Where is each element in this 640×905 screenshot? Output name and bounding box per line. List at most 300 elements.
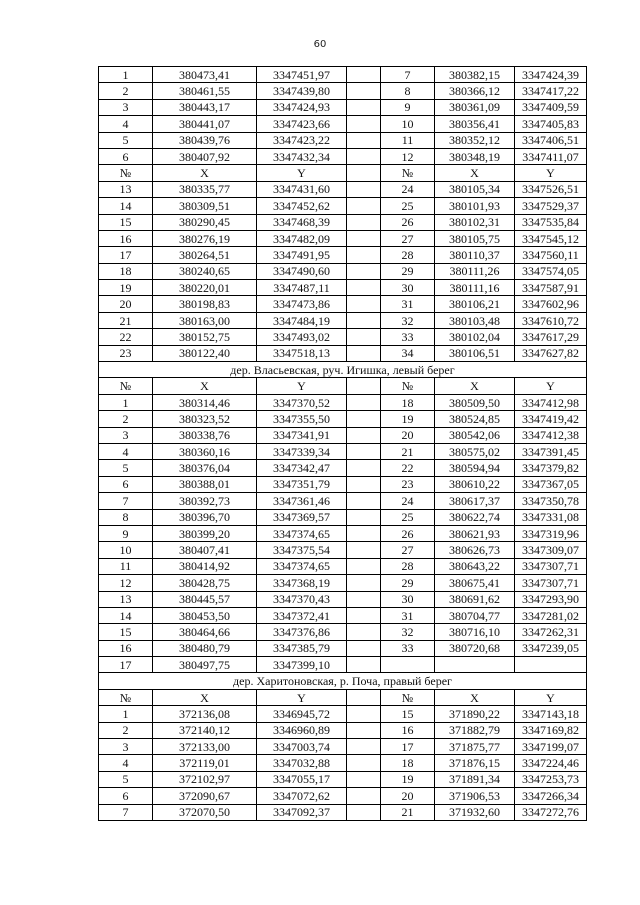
point-number: 16 bbox=[99, 230, 153, 246]
column-header-x: X bbox=[435, 165, 515, 181]
y-coordinate: 3347610,72 bbox=[515, 312, 587, 328]
point-number: 28 bbox=[381, 558, 435, 574]
y-coordinate: 3347266,34 bbox=[515, 788, 587, 804]
spacer-cell bbox=[347, 525, 381, 541]
table-row bbox=[99, 558, 587, 574]
y-coordinate: 3347424,39 bbox=[515, 67, 587, 83]
y-coordinate: 3347003,74 bbox=[257, 739, 347, 755]
column-header-x: X bbox=[153, 165, 257, 181]
spacer-cell bbox=[347, 657, 381, 673]
x-coordinate: 380716,10 bbox=[435, 624, 515, 640]
y-coordinate: 3347368,19 bbox=[257, 575, 347, 591]
x-coordinate: 380621,93 bbox=[435, 525, 515, 541]
spacer-cell bbox=[347, 247, 381, 263]
y-coordinate: 3347379,82 bbox=[515, 460, 587, 476]
point-number: 21 bbox=[381, 804, 435, 820]
column-header-y: Y bbox=[515, 689, 587, 705]
point-number: 30 bbox=[381, 280, 435, 296]
table-row bbox=[99, 148, 587, 164]
column-header-y: Y bbox=[515, 165, 587, 181]
table-row bbox=[99, 345, 587, 361]
y-coordinate: 3347417,22 bbox=[515, 83, 587, 99]
point-number: 31 bbox=[381, 296, 435, 312]
x-coordinate: 380366,12 bbox=[435, 83, 515, 99]
point-number: 3 bbox=[99, 427, 153, 443]
y-coordinate: 3347339,34 bbox=[257, 443, 347, 459]
x-coordinate: 380352,12 bbox=[435, 132, 515, 148]
point-number: 22 bbox=[381, 460, 435, 476]
spacer-cell bbox=[347, 148, 381, 164]
spacer-cell bbox=[347, 394, 381, 410]
x-coordinate: 371890,22 bbox=[435, 706, 515, 722]
x-coordinate: 372133,00 bbox=[153, 739, 257, 755]
x-coordinate: 380392,73 bbox=[153, 493, 257, 509]
point-number: 23 bbox=[99, 345, 153, 361]
section-title-row bbox=[99, 362, 587, 378]
x-coordinate: 380356,41 bbox=[435, 116, 515, 132]
point-number: 9 bbox=[99, 525, 153, 541]
spacer-cell bbox=[347, 706, 381, 722]
x-coordinate: 380361,09 bbox=[435, 99, 515, 115]
y-coordinate: 3347406,51 bbox=[515, 132, 587, 148]
column-header-y: Y bbox=[257, 165, 347, 181]
spacer-cell bbox=[347, 722, 381, 738]
point-number: 6 bbox=[99, 476, 153, 492]
point-number: 19 bbox=[381, 771, 435, 787]
x-coordinate: 380453,50 bbox=[153, 607, 257, 623]
column-header-number: № bbox=[99, 165, 153, 181]
point-number: 21 bbox=[381, 443, 435, 459]
x-coordinate: 380382,15 bbox=[435, 67, 515, 83]
y-coordinate: 3347224,46 bbox=[515, 755, 587, 771]
spacer-cell bbox=[347, 83, 381, 99]
x-coordinate: 380101,93 bbox=[435, 198, 515, 214]
point-number: 32 bbox=[381, 624, 435, 640]
x-coordinate: 371932,60 bbox=[435, 804, 515, 820]
x-coordinate: 380276,19 bbox=[153, 230, 257, 246]
y-coordinate: 3347307,71 bbox=[515, 558, 587, 574]
x-coordinate: 380290,45 bbox=[153, 214, 257, 230]
x-coordinate: 372102,97 bbox=[153, 771, 257, 787]
y-coordinate: 3347535,84 bbox=[515, 214, 587, 230]
point-number: 17 bbox=[381, 739, 435, 755]
x-coordinate: 380439,76 bbox=[153, 132, 257, 148]
spacer-cell bbox=[347, 624, 381, 640]
point-number: 4 bbox=[99, 443, 153, 459]
table-row bbox=[99, 280, 587, 296]
point-number: 15 bbox=[99, 214, 153, 230]
point-number: 16 bbox=[99, 640, 153, 656]
column-header-number: № bbox=[99, 689, 153, 705]
y-coordinate: 3347411,07 bbox=[515, 148, 587, 164]
spacer-cell bbox=[347, 345, 381, 361]
x-coordinate: 380264,51 bbox=[153, 247, 257, 263]
header-row bbox=[99, 689, 587, 705]
y-coordinate: 3347487,11 bbox=[257, 280, 347, 296]
x-coordinate: 380163,00 bbox=[153, 312, 257, 328]
point-number: 25 bbox=[381, 198, 435, 214]
x-coordinate: 380691,62 bbox=[435, 591, 515, 607]
x-coordinate: 380497,75 bbox=[153, 657, 257, 673]
section-title: дер. Харитоновская, р. Поча, правый берег bbox=[99, 673, 587, 689]
point-number: 3 bbox=[99, 99, 153, 115]
y-coordinate: 3347143,18 bbox=[515, 706, 587, 722]
point-number: 26 bbox=[381, 214, 435, 230]
point-number: 8 bbox=[381, 83, 435, 99]
point-number: 27 bbox=[381, 542, 435, 558]
x-coordinate: 372090,67 bbox=[153, 788, 257, 804]
spacer-cell bbox=[347, 165, 381, 181]
y-coordinate: 3347355,50 bbox=[257, 411, 347, 427]
y-coordinate: 3347399,10 bbox=[257, 657, 347, 673]
y-coordinate: 3347493,02 bbox=[257, 329, 347, 345]
column-header-x: X bbox=[153, 378, 257, 394]
table-row bbox=[99, 624, 587, 640]
point-number: 30 bbox=[381, 591, 435, 607]
table-row bbox=[99, 230, 587, 246]
x-coordinate: 380396,70 bbox=[153, 509, 257, 525]
spacer-cell bbox=[347, 542, 381, 558]
table-row bbox=[99, 198, 587, 214]
y-coordinate: 3347369,57 bbox=[257, 509, 347, 525]
point-number: 14 bbox=[99, 607, 153, 623]
point-number: 28 bbox=[381, 247, 435, 263]
y-coordinate: 3347376,86 bbox=[257, 624, 347, 640]
column-header-number: № bbox=[381, 378, 435, 394]
y-coordinate: 3347253,73 bbox=[515, 771, 587, 787]
table-row bbox=[99, 640, 587, 656]
spacer-cell bbox=[347, 607, 381, 623]
table-row bbox=[99, 575, 587, 591]
column-header-number: № bbox=[99, 378, 153, 394]
y-coordinate: 3347372,41 bbox=[257, 607, 347, 623]
x-coordinate: 380575,02 bbox=[435, 443, 515, 459]
header-row bbox=[99, 165, 587, 181]
x-coordinate: 380524,85 bbox=[435, 411, 515, 427]
table-row bbox=[99, 722, 587, 738]
section-title: дер. Власьевская, руч. Игишка, левый берег bbox=[99, 362, 587, 378]
table-row bbox=[99, 427, 587, 443]
x-coordinate: 380360,16 bbox=[153, 443, 257, 459]
spacer-cell bbox=[347, 263, 381, 279]
x-coordinate: 380480,79 bbox=[153, 640, 257, 656]
point-number: 5 bbox=[99, 460, 153, 476]
table-row bbox=[99, 132, 587, 148]
x-coordinate: 380443,17 bbox=[153, 99, 257, 115]
y-coordinate: 3347529,37 bbox=[515, 198, 587, 214]
table-row bbox=[99, 83, 587, 99]
point-number: 21 bbox=[99, 312, 153, 328]
y-coordinate: 3347072,62 bbox=[257, 788, 347, 804]
x-coordinate: 380106,21 bbox=[435, 296, 515, 312]
x-coordinate: 380240,65 bbox=[153, 263, 257, 279]
y-coordinate: 3347055,17 bbox=[257, 771, 347, 787]
x-coordinate: 380720,68 bbox=[435, 640, 515, 656]
spacer-cell bbox=[347, 280, 381, 296]
y-coordinate: 3347374,65 bbox=[257, 558, 347, 574]
spacer-cell bbox=[347, 591, 381, 607]
table-row bbox=[99, 263, 587, 279]
x-coordinate: 380103,48 bbox=[435, 312, 515, 328]
x-coordinate: 380111,16 bbox=[435, 280, 515, 296]
column-header-x: X bbox=[435, 689, 515, 705]
spacer-cell bbox=[347, 296, 381, 312]
y-coordinate: 3347526,51 bbox=[515, 181, 587, 197]
y-coordinate: 3347309,07 bbox=[515, 542, 587, 558]
x-coordinate: 380414,92 bbox=[153, 558, 257, 574]
y-coordinate: 3347560,11 bbox=[515, 247, 587, 263]
y-coordinate: 3347281,02 bbox=[515, 607, 587, 623]
spacer-cell bbox=[347, 476, 381, 492]
x-coordinate: 380102,04 bbox=[435, 329, 515, 345]
x-coordinate: 372070,50 bbox=[153, 804, 257, 820]
y-coordinate: 3347602,96 bbox=[515, 296, 587, 312]
y-coordinate: 3347307,71 bbox=[515, 575, 587, 591]
point-number: 25 bbox=[381, 509, 435, 525]
point-number: 5 bbox=[99, 771, 153, 787]
y-coordinate: 3347482,09 bbox=[257, 230, 347, 246]
y-coordinate: 3347169,82 bbox=[515, 722, 587, 738]
spacer-cell bbox=[347, 181, 381, 197]
x-coordinate: 380407,92 bbox=[153, 148, 257, 164]
table-row bbox=[99, 296, 587, 312]
point-number: 33 bbox=[381, 640, 435, 656]
point-number: 29 bbox=[381, 575, 435, 591]
table-row bbox=[99, 755, 587, 771]
x-coordinate: 371891,34 bbox=[435, 771, 515, 787]
y-coordinate: 3347385,79 bbox=[257, 640, 347, 656]
spacer-cell bbox=[347, 67, 381, 83]
y-coordinate: 3347293,90 bbox=[515, 591, 587, 607]
y-coordinate: 3347331,08 bbox=[515, 509, 587, 525]
x-coordinate: 380323,52 bbox=[153, 411, 257, 427]
y-coordinate bbox=[515, 657, 587, 673]
table-row bbox=[99, 657, 587, 673]
x-coordinate: 380473,41 bbox=[153, 67, 257, 83]
y-coordinate: 3347341,91 bbox=[257, 427, 347, 443]
table-row bbox=[99, 411, 587, 427]
y-coordinate: 3347361,46 bbox=[257, 493, 347, 509]
point-number: 22 bbox=[99, 329, 153, 345]
y-coordinate: 3347032,88 bbox=[257, 755, 347, 771]
y-coordinate: 3347545,12 bbox=[515, 230, 587, 246]
spacer-cell bbox=[347, 99, 381, 115]
table-row bbox=[99, 542, 587, 558]
table-row bbox=[99, 247, 587, 263]
point-number: 2 bbox=[99, 411, 153, 427]
point-number: 27 bbox=[381, 230, 435, 246]
y-coordinate: 3347412,38 bbox=[515, 427, 587, 443]
x-coordinate: 372136,08 bbox=[153, 706, 257, 722]
column-header-y: Y bbox=[257, 689, 347, 705]
point-number: 12 bbox=[381, 148, 435, 164]
point-number: 18 bbox=[99, 263, 153, 279]
point-number: 18 bbox=[381, 755, 435, 771]
point-number: 20 bbox=[99, 296, 153, 312]
point-number: 2 bbox=[99, 722, 153, 738]
table-row bbox=[99, 67, 587, 83]
point-number: 18 bbox=[381, 394, 435, 410]
y-coordinate: 3347451,97 bbox=[257, 67, 347, 83]
point-number: 33 bbox=[381, 329, 435, 345]
spacer-cell bbox=[347, 771, 381, 787]
column-header-y: Y bbox=[515, 378, 587, 394]
spacer-cell bbox=[347, 116, 381, 132]
table-row bbox=[99, 706, 587, 722]
spacer-cell bbox=[347, 378, 381, 394]
x-coordinate: 380675,41 bbox=[435, 575, 515, 591]
x-coordinate: 380428,75 bbox=[153, 575, 257, 591]
x-coordinate: 380106,51 bbox=[435, 345, 515, 361]
x-coordinate: 380102,31 bbox=[435, 214, 515, 230]
table-row bbox=[99, 214, 587, 230]
y-coordinate: 3347484,19 bbox=[257, 312, 347, 328]
y-coordinate: 3347239,05 bbox=[515, 640, 587, 656]
spacer-cell bbox=[347, 558, 381, 574]
point-number: 3 bbox=[99, 739, 153, 755]
point-number: 16 bbox=[381, 722, 435, 738]
point-number: 10 bbox=[381, 116, 435, 132]
x-coordinate: 380464,66 bbox=[153, 624, 257, 640]
spacer-cell bbox=[347, 788, 381, 804]
coordinates-table bbox=[98, 66, 587, 821]
y-coordinate: 3347587,91 bbox=[515, 280, 587, 296]
spacer-cell bbox=[347, 198, 381, 214]
table-row bbox=[99, 591, 587, 607]
x-coordinate: 371876,15 bbox=[435, 755, 515, 771]
y-coordinate: 3347391,45 bbox=[515, 443, 587, 459]
y-coordinate: 3347375,54 bbox=[257, 542, 347, 558]
y-coordinate: 3347412,98 bbox=[515, 394, 587, 410]
column-header-number: № bbox=[381, 165, 435, 181]
page-number: 60 bbox=[313, 39, 327, 50]
y-coordinate: 3347627,82 bbox=[515, 345, 587, 361]
table-row bbox=[99, 607, 587, 623]
point-number: 2 bbox=[99, 83, 153, 99]
spacer-cell bbox=[347, 739, 381, 755]
y-coordinate: 3347370,52 bbox=[257, 394, 347, 410]
table-row bbox=[99, 525, 587, 541]
point-number: 1 bbox=[99, 394, 153, 410]
spacer-cell bbox=[347, 755, 381, 771]
y-coordinate: 3347617,29 bbox=[515, 329, 587, 345]
y-coordinate: 3347405,83 bbox=[515, 116, 587, 132]
point-number: 15 bbox=[99, 624, 153, 640]
y-coordinate: 3347431,60 bbox=[257, 181, 347, 197]
table-row bbox=[99, 394, 587, 410]
table-row bbox=[99, 509, 587, 525]
point-number: 31 bbox=[381, 607, 435, 623]
point-number: 10 bbox=[99, 542, 153, 558]
point-number: 6 bbox=[99, 788, 153, 804]
table-row bbox=[99, 739, 587, 755]
x-coordinate: 371906,53 bbox=[435, 788, 515, 804]
spacer-cell bbox=[347, 427, 381, 443]
x-coordinate: 380111,26 bbox=[435, 263, 515, 279]
point-number: 13 bbox=[99, 591, 153, 607]
spacer-cell bbox=[347, 575, 381, 591]
y-coordinate: 3347409,59 bbox=[515, 99, 587, 115]
point-number: 24 bbox=[381, 493, 435, 509]
point-number: 19 bbox=[381, 411, 435, 427]
table-row bbox=[99, 99, 587, 115]
point-number: 8 bbox=[99, 509, 153, 525]
x-coordinate: 380461,55 bbox=[153, 83, 257, 99]
point-number: 32 bbox=[381, 312, 435, 328]
point-number: 1 bbox=[99, 67, 153, 83]
table-row bbox=[99, 181, 587, 197]
point-number: 4 bbox=[99, 116, 153, 132]
x-coordinate: 380152,75 bbox=[153, 329, 257, 345]
point-number: 9 bbox=[381, 99, 435, 115]
x-coordinate: 380643,22 bbox=[435, 558, 515, 574]
x-coordinate bbox=[435, 657, 515, 673]
x-coordinate: 371875,77 bbox=[435, 739, 515, 755]
point-number: 23 bbox=[381, 476, 435, 492]
column-header-y: Y bbox=[257, 378, 347, 394]
x-coordinate: 380622,74 bbox=[435, 509, 515, 525]
x-coordinate: 380314,46 bbox=[153, 394, 257, 410]
x-coordinate: 380594,94 bbox=[435, 460, 515, 476]
table-row bbox=[99, 312, 587, 328]
point-number: 26 bbox=[381, 525, 435, 541]
point-number: 24 bbox=[381, 181, 435, 197]
point-number: 11 bbox=[381, 132, 435, 148]
spacer-cell bbox=[347, 493, 381, 509]
column-header-x: X bbox=[435, 378, 515, 394]
y-coordinate: 3346945,72 bbox=[257, 706, 347, 722]
x-coordinate: 380509,50 bbox=[435, 394, 515, 410]
header-row bbox=[99, 378, 587, 394]
table-row bbox=[99, 329, 587, 345]
y-coordinate: 3347272,76 bbox=[515, 804, 587, 820]
y-coordinate: 3347490,60 bbox=[257, 263, 347, 279]
point-number: 15 bbox=[381, 706, 435, 722]
point-number: 1 bbox=[99, 706, 153, 722]
x-coordinate: 380399,20 bbox=[153, 525, 257, 541]
x-coordinate: 380198,83 bbox=[153, 296, 257, 312]
table-row bbox=[99, 771, 587, 787]
point-number: 19 bbox=[99, 280, 153, 296]
point-number: 20 bbox=[381, 788, 435, 804]
y-coordinate: 3347473,86 bbox=[257, 296, 347, 312]
spacer-cell bbox=[347, 329, 381, 345]
y-coordinate: 3347491,95 bbox=[257, 247, 347, 263]
spacer-cell bbox=[347, 689, 381, 705]
x-coordinate: 380704,77 bbox=[435, 607, 515, 623]
point-number: 29 bbox=[381, 263, 435, 279]
point-number: 14 bbox=[99, 198, 153, 214]
spacer-cell bbox=[347, 312, 381, 328]
y-coordinate: 3347452,62 bbox=[257, 198, 347, 214]
y-coordinate: 3347419,42 bbox=[515, 411, 587, 427]
column-header-x: X bbox=[153, 689, 257, 705]
x-coordinate: 380220,01 bbox=[153, 280, 257, 296]
point-number: 13 bbox=[99, 181, 153, 197]
y-coordinate: 3347342,47 bbox=[257, 460, 347, 476]
y-coordinate: 3347374,65 bbox=[257, 525, 347, 541]
table-row bbox=[99, 116, 587, 132]
x-coordinate: 380105,75 bbox=[435, 230, 515, 246]
table-row bbox=[99, 788, 587, 804]
y-coordinate: 3347468,39 bbox=[257, 214, 347, 230]
point-number: 20 bbox=[381, 427, 435, 443]
table-row bbox=[99, 460, 587, 476]
point-number: 7 bbox=[381, 67, 435, 83]
y-coordinate: 3347439,80 bbox=[257, 83, 347, 99]
spacer-cell bbox=[347, 804, 381, 820]
x-coordinate: 380348,19 bbox=[435, 148, 515, 164]
